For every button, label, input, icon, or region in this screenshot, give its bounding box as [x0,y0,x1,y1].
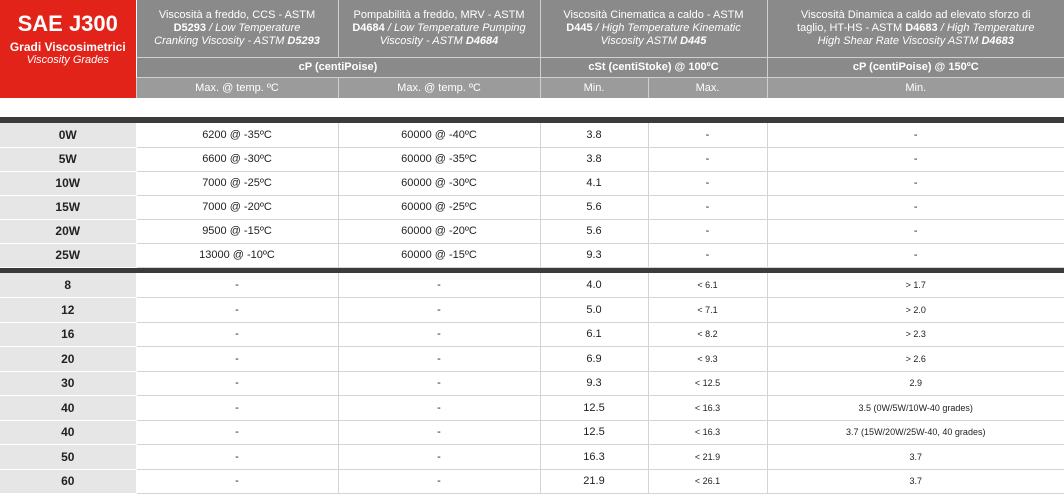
mrv-cell: - [338,445,540,470]
kin-max-cell: < 16.3 [648,396,767,421]
hths-cell: > 2.3 [767,322,1064,347]
mrv-cell: - [338,469,540,494]
grade-cell: 60 [0,469,136,494]
ccs-cell: - [136,445,338,470]
brand-cell [0,0,136,77]
table-row [0,147,1064,171]
table-row [0,273,1064,298]
kin-max-cell: - [648,219,767,243]
mrv-cell: - [338,322,540,347]
grade-cell: 5W [0,147,136,171]
kin-max-cell: - [648,171,767,195]
ccs-cell: 7000 @ -25ºC [136,171,338,195]
hths-cell: > 1.7 [767,273,1064,298]
kin-min-cell: 4.1 [540,171,648,195]
mrv-cell: - [338,371,540,396]
table-row [0,195,1064,219]
table-row [0,347,1064,372]
hths-cell: 3.7 [767,469,1064,494]
hths-cell: > 2.6 [767,347,1064,372]
mrv-cell: 60000 @ -20ºC [338,219,540,243]
grade-cell: 16 [0,322,136,347]
ccs-cell: - [136,322,338,347]
ccs-cell: - [136,396,338,421]
kin-max-cell: - [648,195,767,219]
kin-max-cell: < 8.2 [648,322,767,347]
unit-cst: cSt (centiStoke) @ 100ºC [540,57,767,77]
table-row [0,243,1064,267]
hths-cell: - [767,123,1064,147]
kin-min-cell: 3.8 [540,147,648,171]
mrv-cell: - [338,273,540,298]
subheader-hths-min: Min. [767,77,1064,98]
mrv-cell: - [338,298,540,323]
grade-cell: 10W [0,171,136,195]
kin-min-cell: 16.3 [540,445,648,470]
mrv-cell: - [338,347,540,372]
ccs-cell: - [136,371,338,396]
grade-cell: 8 [0,273,136,298]
kin-max-cell: < 26.1 [648,469,767,494]
kin-min-cell: 4.0 [540,273,648,298]
ccs-cell: 6200 @ -35ºC [136,123,338,147]
grade-cell: 15W [0,195,136,219]
table-row [0,322,1064,347]
kin-max-cell: < 12.5 [648,371,767,396]
summer-grade-rows [0,273,1064,494]
subheader-kin-min: Min. [540,77,648,98]
kin-max-cell: - [648,123,767,147]
ccs-cell: 6600 @ -30ºC [136,147,338,171]
kin-max-cell: < 16.3 [648,420,767,445]
subheader-ccs-max: Max. @ temp. ºC [136,77,338,98]
table-row [0,396,1064,421]
table-row [0,420,1064,445]
mrv-cell: - [338,396,540,421]
kin-max-cell: < 6.1 [648,273,767,298]
hths-cell: > 2.0 [767,298,1064,323]
table-row [0,123,1064,147]
mrv-cell: 60000 @ -25ºC [338,195,540,219]
brand-cell-bottom [0,77,136,98]
header-hths: Viscosità Dinamica a caldo ad elevato sforzo di taglio, HT-HS - ASTM D4683 / High Temperature High Shear Rate Viscosity ASTM D4683 [767,0,1064,57]
grade-cell: 30 [0,371,136,396]
kin-max-cell: - [648,147,767,171]
header-mrv: Pompabilità a freddo, MRV - ASTM D4684 / Low Temperature Pumping Viscosity - ASTM D4684 [338,0,540,57]
kin-max-cell: < 21.9 [648,445,767,470]
hths-cell: 3.7 (15W/20W/25W-40, 40 grades) [767,420,1064,445]
unit-cp: cP (centiPoise) [136,57,540,77]
table-row [0,469,1064,494]
ccs-cell: 9500 @ -15ºC [136,219,338,243]
grade-cell: 20 [0,347,136,372]
subheader-kin-max: Max. [648,77,767,98]
grade-cell: 50 [0,445,136,470]
table-row [0,445,1064,470]
hths-cell: - [767,171,1064,195]
grade-cell: 40 [0,420,136,445]
kin-max-cell: - [648,243,767,267]
table-row [0,298,1064,323]
kin-min-cell: 9.3 [540,371,648,396]
mrv-cell: 60000 @ -30ºC [338,171,540,195]
grade-cell: 25W [0,243,136,267]
kin-min-cell: 5.6 [540,219,648,243]
ccs-cell: - [136,347,338,372]
kin-min-cell: 21.9 [540,469,648,494]
hths-cell: 2.9 [767,371,1064,396]
table-row [0,171,1064,195]
kin-min-cell: 5.6 [540,195,648,219]
kin-min-cell: 5.0 [540,298,648,323]
brand-title: SAE J300 [17,11,118,36]
grade-cell: 40 [0,396,136,421]
ccs-cell: - [136,298,338,323]
grade-cell: 12 [0,298,136,323]
table-row [0,219,1064,243]
unit-cp150: cP (centiPoise) @ 150ºC [767,57,1064,77]
ccs-cell: - [136,420,338,445]
hths-cell: - [767,243,1064,267]
hths-cell: 3.7 [767,445,1064,470]
hths-cell: - [767,195,1064,219]
mrv-cell: 60000 @ -40ºC [338,123,540,147]
hths-cell: - [767,219,1064,243]
kin-min-cell: 6.1 [540,322,648,347]
subheader-mrv-max: Max. @ temp. ºC [338,77,540,98]
winter-grade-rows [0,123,1064,267]
header-kinematic: Viscosità Cinematica a caldo - ASTM D445 / High Temperature Kinematic Viscosity ASTM D445 [540,0,767,57]
kin-min-cell: 12.5 [540,396,648,421]
kin-min-cell: 12.5 [540,420,648,445]
brand-subtitle: Gradi Viscosimetrici [9,40,126,54]
mrv-cell: 60000 @ -35ºC [338,147,540,171]
winter-grades [0,98,1064,123]
kin-max-cell: < 7.1 [648,298,767,323]
header-ccs: Viscosità a freddo, CCS - ASTM D5293 / Low Temperature Cranking Viscosity - ASTM D5293 [136,0,338,57]
mrv-cell: 60000 @ -15ºC [338,243,540,267]
brand-subtitle-en: Viscosity Grades [26,54,109,66]
grade-cell: 20W [0,219,136,243]
hths-cell: 3.5 (0W/5W/10W-40 grades) [767,396,1064,421]
kin-max-cell: < 9.3 [648,347,767,372]
hths-cell: - [767,147,1064,171]
ccs-cell: - [136,273,338,298]
ccs-cell: 7000 @ -20ºC [136,195,338,219]
mrv-cell: - [338,420,540,445]
kin-min-cell: 6.9 [540,347,648,372]
table-row [0,371,1064,396]
ccs-cell: - [136,469,338,494]
grade-cell: 0W [0,123,136,147]
kin-min-cell: 3.8 [540,123,648,147]
kin-min-cell: 9.3 [540,243,648,267]
ccs-cell: 13000 @ -10ºC [136,243,338,267]
